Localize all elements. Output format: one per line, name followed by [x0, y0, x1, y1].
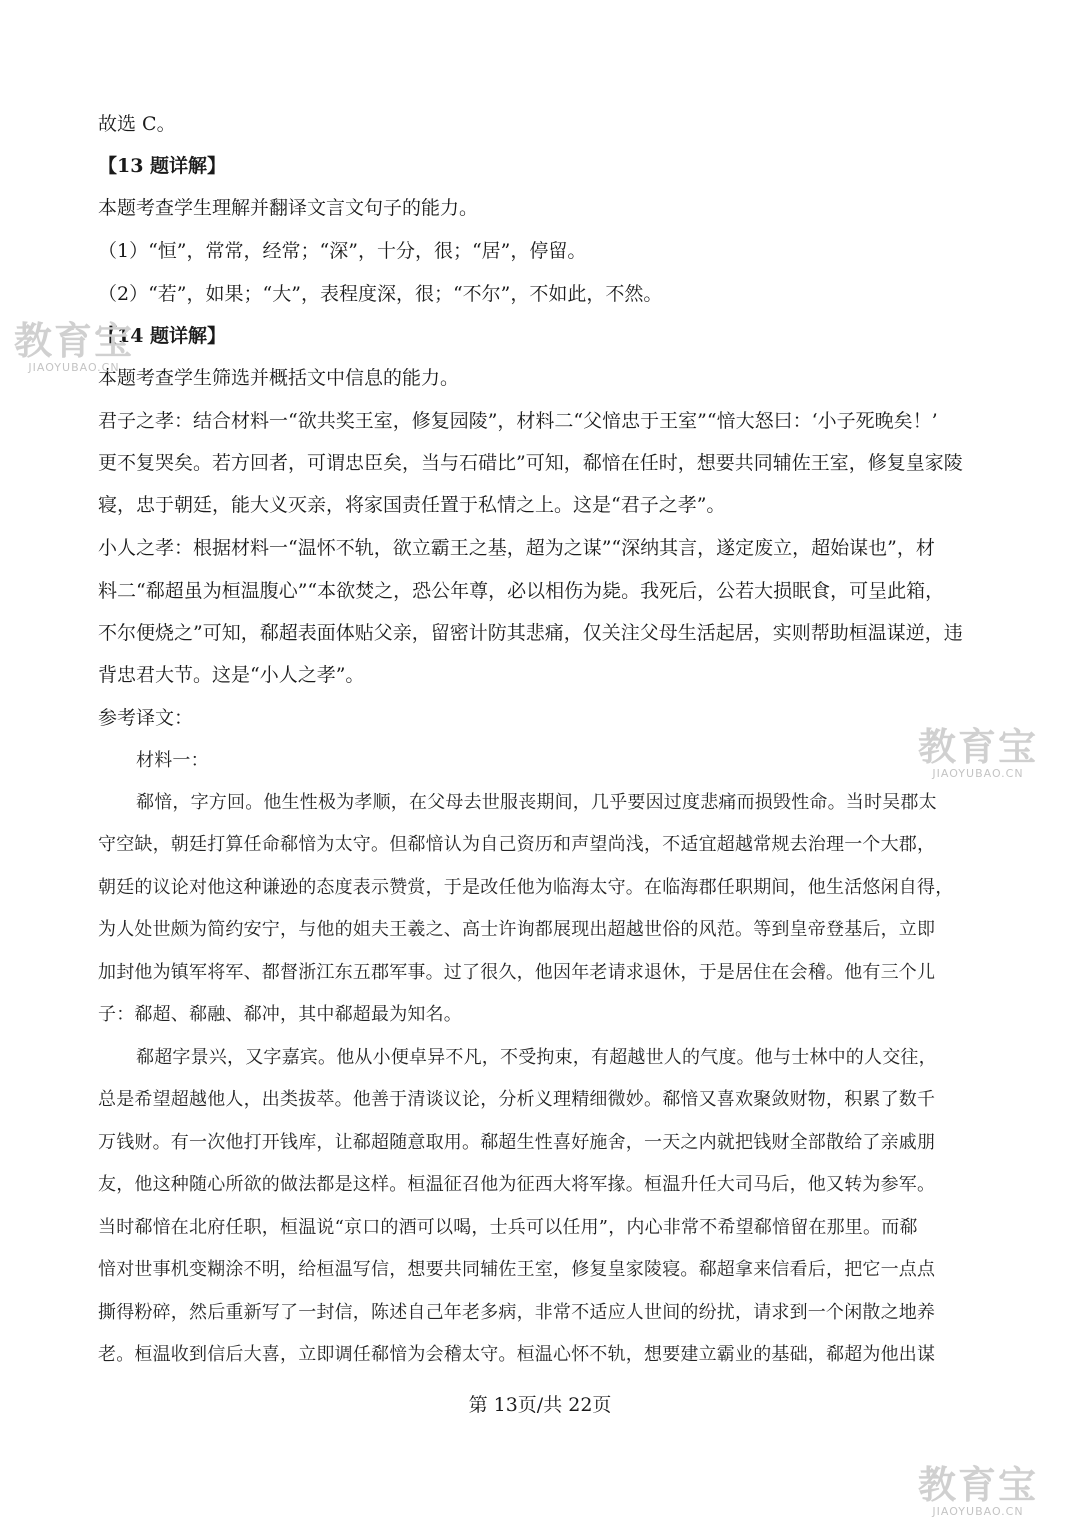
watermark-cn: 教育宝	[918, 725, 1039, 769]
translation-line: 郗超字景兴，又字嘉宾。他从小便卓异不凡，不受拘束，有超越世人的气度。他与士林中的人交往，	[136, 1047, 937, 1068]
text-line: 料二“郗超虽为桓温腹心”“本欲焚之，恐公年尊，必以相伤为毙。我死后，公若大损眠食，可呈此箱，	[98, 580, 945, 602]
watermark-cn: 教育宝	[918, 1463, 1039, 1507]
watermark-logo	[918, 725, 1039, 780]
text-line: 参考译文：	[98, 707, 194, 729]
text-line: 本题考查学生理解并翻译文言文句子的能力。	[98, 197, 479, 219]
text-line: 故选 C。	[98, 113, 176, 135]
material-label: 材料一：	[136, 750, 209, 771]
translation-line: 朝廷的议论对他这种谦逊的态度表示赞赏，于是改任他为临海太守。在临海郡任职期间，他生活悠闲自得，	[98, 877, 954, 898]
text-line: 更不复哭矣。若方回者，可谓忠臣矣，当与石碏比”可知，郗愔在任时，想要共同辅佐王室，修复皇家陵	[98, 452, 963, 474]
text-line: 本题考查学生筛选并概括文中信息的能力。	[98, 367, 460, 389]
section-heading-13: 【13 题详解】	[98, 155, 227, 177]
section-heading-14: 【14 题详解】	[98, 325, 227, 347]
watermark-en: JIAOYUBAO.CN	[932, 1505, 1024, 1518]
watermark-en: JIAOYUBAO.CN	[932, 767, 1024, 780]
text-line: 小人之孝：根据材料一“温怀不轨，欲立霸王之基，超为之谋”“深纳其言，遂定废立，超始谋也”，材	[98, 537, 935, 559]
text-line: 寝，忠于朝廷，能大义灭亲，将家国责任置于私情之上。这是“君子之孝”。	[98, 494, 726, 516]
translation-line: 愔对世事机变糊涂不明，给桓温写信，想要共同辅佐王室，修复皇家陵寝。郗超拿来信看后，把它一点点	[98, 1259, 936, 1280]
translation-line: 总是希望超越他人，出类拔萃。他善于清谈议论，分析义理精细微妙。郗愔又喜欢聚敛财物，积累了数千	[98, 1089, 936, 1110]
watermark-logo	[918, 1463, 1039, 1518]
translation-line: 子：郗超、郗融、郗冲，其中郗超最为知名。	[98, 1004, 462, 1025]
translation-line: 守空缺，朝廷打算任命郗愔为太守。但郗愔认为自己资历和声望尚浅，不适宜超越常规去治理一个大郡，	[98, 834, 936, 855]
translation-line: 当时郗愔在北府任职，桓温说“京口的酒可以喝，士兵可以任用”，内心非常不希望郗愔留在那里。而郗	[98, 1217, 918, 1238]
translation-line: 友，他这种随心所欲的做法都是这样。桓温征召他为征西大将军掾。桓温升任大司马后，他又转为参军。	[98, 1174, 936, 1195]
translation-line: 万钱财。有一次他打开钱库，让郗超随意取用。郗超生性喜好施舍，一天之内就把钱财全部散给了亲戚朋	[98, 1132, 936, 1153]
translation-line: 加封他为镇军将军、都督浙江东五郡军事。过了很久，他因年老请求退休，于是居住在会稽。他有三个儿	[98, 962, 936, 983]
text-line: （1）“恒”，常常，经常；“深”，十分，很；“居”，停留。	[98, 240, 587, 262]
translation-line: 为人处世颇为简约安宁，与他的姐夫王羲之、高士许询都展现出超越世俗的风范。等到皇帝登基后，立即	[98, 919, 936, 940]
translation-line: 老。桓温收到信后大喜，立即调任郗愔为会稽太守。桓温心怀不轨，想要建立霸业的基础，郗超为他出谋	[98, 1344, 936, 1365]
text-line: 不尔便烧之”可知，郗超表面体贴父亲，留密计防其悲痛，仅关注父母生活起居，实则帮助桓温谋逆，违	[98, 622, 963, 644]
page-footer: 第 13页/共 22页	[468, 1394, 612, 1416]
translation-line: 撕得粉碎，然后重新写了一封信，陈述自己年老多病，非常不适应人世间的纷扰，请求到一个闲散之地养	[98, 1302, 936, 1323]
text-line: （2）“若”，如果；“大”，表程度深，很；“不尔”，不如此，不然。	[98, 283, 663, 305]
watermark-en: JIAOYUBAO.CN	[28, 361, 120, 374]
text-line: 背忠君大节。这是“小人之孝”。	[98, 664, 365, 686]
watermark-cn: 教育宝	[14, 319, 135, 363]
watermark-logo	[14, 319, 135, 374]
text-line: 君子之孝：结合材料一“欲共奖王室，修复园陵”，材料二“父愔忠于王室”“愔大怒曰：‘小子死晚矣！’	[98, 410, 938, 432]
translation-line: 郗愔，字方回。他生性极为孝顺，在父母去世服丧期间，几乎要因过度悲痛而损毁性命。当时吴郡太	[136, 792, 937, 813]
